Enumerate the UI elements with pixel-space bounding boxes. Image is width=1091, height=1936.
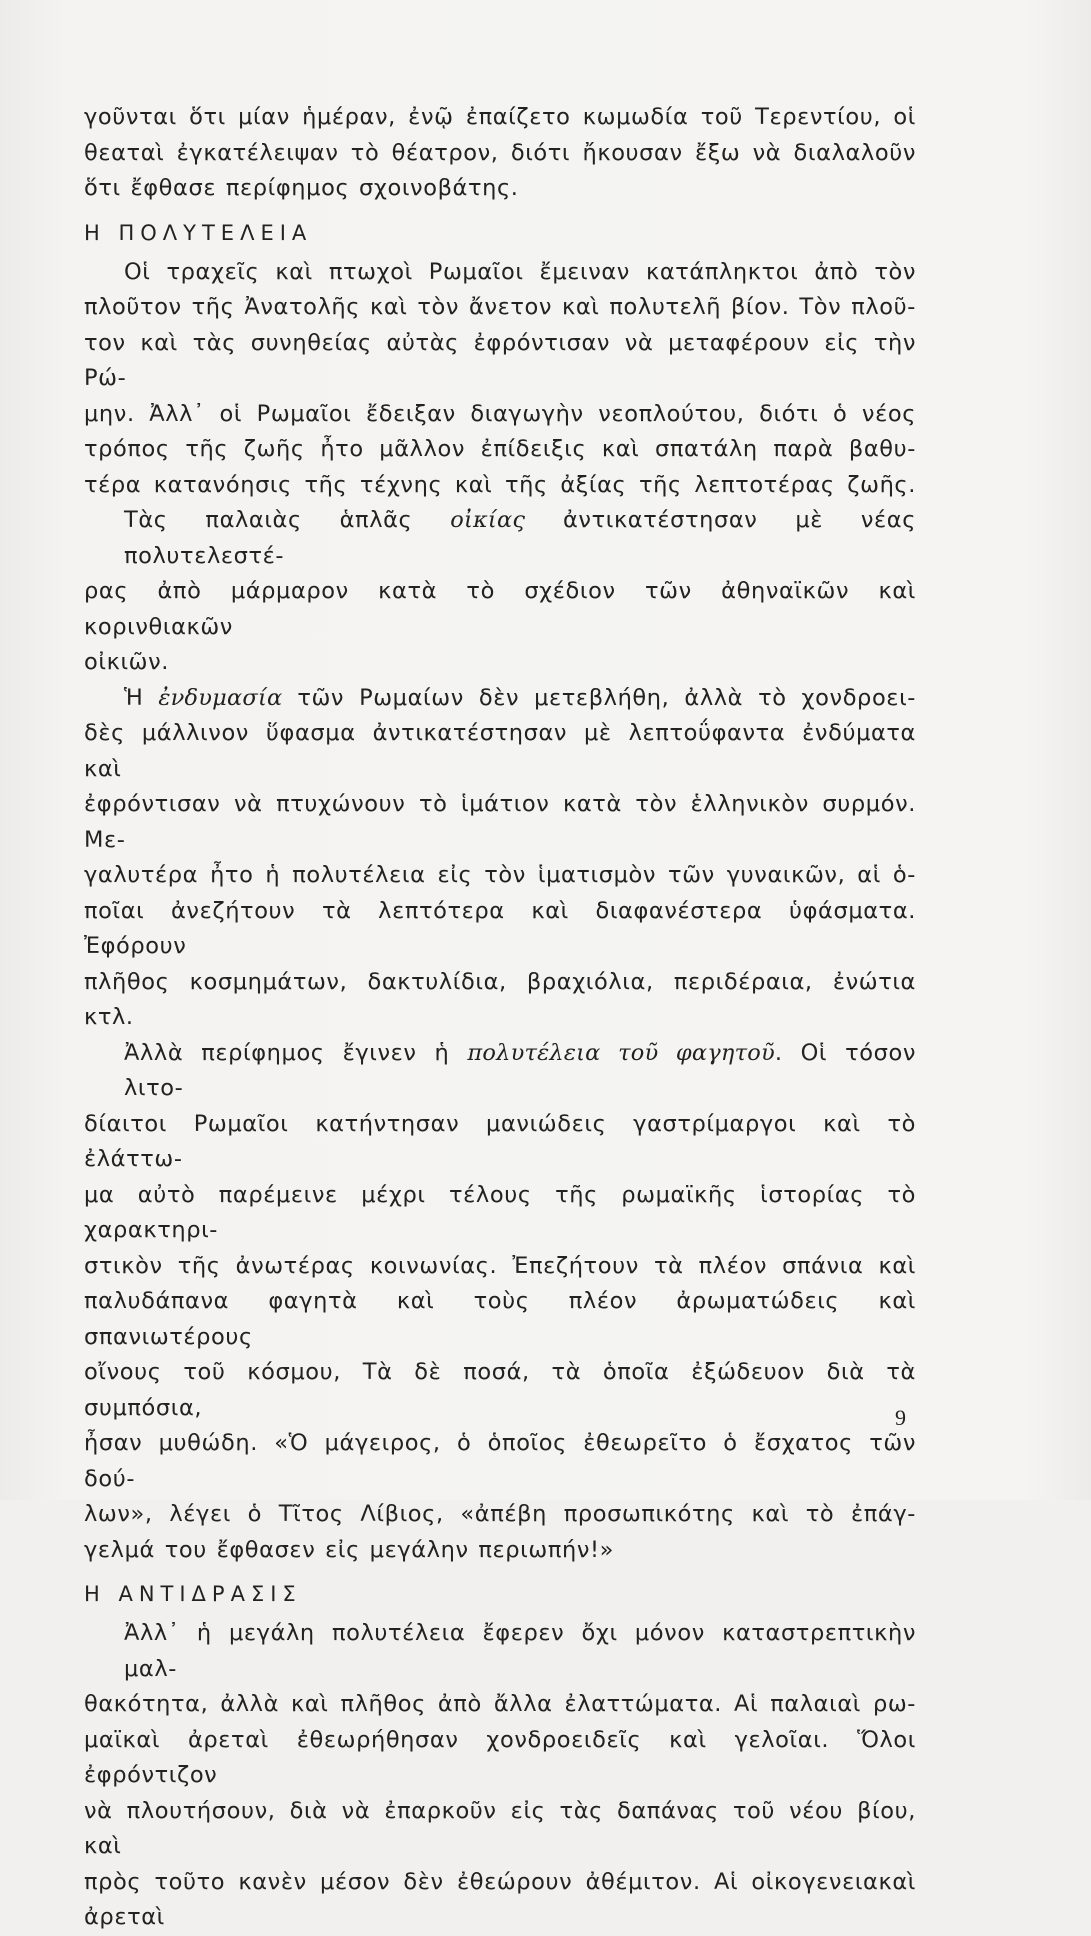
text-line: στικὸν τῆς ἀνωτέρας κοινωνίας. Ἐπεζήτουν τὰ πλέον σπάνια καὶ	[84, 1252, 916, 1279]
text-line: τον καὶ τὰς συνηθείας αὐτὰς ἐφρόντισαν νὰ μεταφέρουν εἰς τὴν Ρώ-	[84, 329, 916, 391]
text-line: ἐφρόντισαν νὰ πτυχώνουν τὸ ἱμάτιον κατὰ τὸν ἑλληνικὸν συρμόν. Με-	[84, 791, 916, 853]
text-line: γοῦνται ὅτι μίαν ἡμέραν, ἐνῷ ἐπαίζετο κωμωδία τοῦ Τερεντίου, οἱ	[84, 104, 916, 130]
emphasis-food: πολυτέλεια τοῦ φαγητοῦ	[467, 1039, 775, 1066]
text-line: οἴνους τοῦ κόσμου, Τὰ δὲ ποσά, τὰ ὁποῖα ἐξώδευον διὰ τὰ συμπόσια,	[84, 1359, 916, 1421]
text-line: δίαιτοι Ρωμαῖοι κατήντησαν μανιώδεις γαστρίμαργοι καὶ τὸ ἐλάττω-	[84, 1110, 916, 1172]
text-line: Ἀλλ᾽ ἡ μεγάλη πολυτέλεια ἔφερεν ὄχι μόνον καταστρεπτικὴν μαλ-	[124, 1620, 916, 1682]
text-line: θακότητα, ἀλλὰ καὶ πλῆθος ἀπὸ ἄλλα ἐλαττώματα. Αἱ παλαιαὶ ρω-	[84, 1691, 916, 1717]
text-run: τῶν Ρωμαίων δὲν μετεβλήθη, ἀλλὰ τὸ χονδροει-	[282, 684, 916, 711]
text-line: παλυδάπανα φαγητὰ καὶ τοὺς πλέον ἀρωματώδεις καὶ σπανιωτέρους	[84, 1288, 916, 1350]
text-line: ἦσαν μυθώδη. «Ὁ μάγειρος, ὁ ὁποῖος ἐθεωρεῖτο ὁ ἔσχατος τῶν δού-	[84, 1430, 916, 1492]
text-line: μα αὐτὸ παρέμεινε μέχρι τέλους τῆς ρωμαϊκῆς ἱστορίας τὸ χαρακτηρι-	[84, 1181, 916, 1243]
text-line	[84, 503, 916, 574]
paragraph-clothing	[84, 681, 916, 1036]
text-run: ἀντικατέστησαν μὲ νέας πολυτελεστέ-	[124, 507, 916, 569]
text-line	[84, 1036, 916, 1107]
section-heading-luxury: Η ΠΟΛΥΤΕΛΕΙΑ	[84, 220, 313, 245]
text-line: ρας ἀπὸ μάρμαρον κατὰ τὸ σχέδιον τῶν ἀθηναϊκῶν καὶ κορινθιακῶν	[84, 578, 916, 640]
paragraph-houses	[84, 503, 916, 681]
text-line: θεαταὶ ἐγκατέλειψαν τὸ θέατρον, διότι ἤκουσαν ἔξω νὰ διαλαλοῦν	[84, 139, 916, 166]
text-line: δὲς μάλλινον ὕφασμα ἀντικατέστησαν μὲ λεπτοΰφαντα ἐνδύματα καὶ	[84, 720, 916, 782]
text-line: μην. Ἀλλ᾽ οἱ Ρωμαῖοι ἔδειξαν διαγωγὴν νεοπλούτου, διότι ὁ νέος	[84, 400, 916, 427]
text-run: Τὰς παλαιὰς ἁπλᾶς	[124, 507, 451, 533]
text-run: Ἡ	[124, 684, 159, 711]
body-text	[84, 100, 916, 1936]
text-line: τέρα κατανόησις τῆς τέχνης καὶ τῆς ἀξίας τῆς λεπτοτέρας ζωῆς.	[84, 471, 916, 498]
text-line: λων», λέγει ὁ Τῖτος Λίβιος, «ἀπέβη προσωπικότης καὶ τὸ ἐπάγ-	[84, 1501, 916, 1527]
emphasis-houses: οἰκίας	[450, 507, 526, 533]
text-line: νὰ πλουτήσουν, διὰ νὰ ἐπαρκοῦν εἰς τὰς δαπάνας τοῦ νέου βίου, καὶ	[84, 1797, 916, 1859]
section-heading-reaction: Η ΑΝΤΙΔΡΑΣΙΣ	[84, 1582, 302, 1606]
paragraph-reaction	[84, 1616, 916, 1936]
text-line: γελμά του ἔφθασεν εἰς μεγάλην περιωπήν!»	[84, 1536, 614, 1563]
text-line: ὅτι ἔφθασε περίφημος σχοινοβάτης.	[84, 175, 519, 201]
page-number: 9	[895, 1405, 906, 1430]
text-line: οἰκιῶν.	[84, 649, 170, 675]
text-run: . Οἱ τόσον λιτο-	[124, 1039, 916, 1101]
emphasis-clothing: ἐνδυμασία	[158, 684, 283, 711]
paragraph-wealth	[84, 255, 916, 504]
text-line: τρόπος τῆς ζωῆς ἦτο μᾶλλον ἐπίδειξις καὶ σπατάλη παρὰ βαθυ-	[84, 436, 916, 462]
paragraph-theater	[84, 100, 916, 207]
text-line: πλοῦτον τῆς Ἀνατολῆς καὶ τὸν ἄνετον καὶ πολυτελῆ βίον. Τὸν πλοῦ-	[84, 294, 916, 320]
paragraph-food	[84, 1036, 916, 1569]
text-line	[84, 681, 916, 717]
text-run: Ἀλλὰ περίφημος ἔγινεν ἡ	[124, 1039, 468, 1066]
text-line: Οἱ τραχεῖς καὶ πτωχοὶ Ρωμαῖοι ἔμειναν κατάπληκτοι ἀπὸ τὸν	[124, 258, 916, 285]
text-line: πρὸς τοῦτο κανὲν μέσον δὲν ἐθεώρουν ἀθέμιτον. Αἱ οἰκογενειακαὶ ἀρεταὶ	[84, 1868, 916, 1930]
text-line: γαλυτέρα ἦτο ἡ πολυτέλεια εἰς τὸν ἱματισμὸν τῶν γυναικῶν, αἱ ὁ-	[84, 862, 916, 888]
text-line: μαϊκαὶ ἀρεταὶ ἐθεωρήθησαν χονδροειδεῖς καὶ γελοῖαι. Ὅλοι ἐφρόντιζον	[84, 1726, 916, 1788]
text-line: ποῖαι ἀνεζήτουν τὰ λεπτότερα καὶ διαφανέστερα ὑφάσματα. Ἐφόρουν	[84, 897, 916, 959]
text-line: πλῆθος κοσμημάτων, δακτυλίδια, βραχιόλια, περιδέραια, ἐνώτια κτλ.	[84, 968, 916, 1030]
